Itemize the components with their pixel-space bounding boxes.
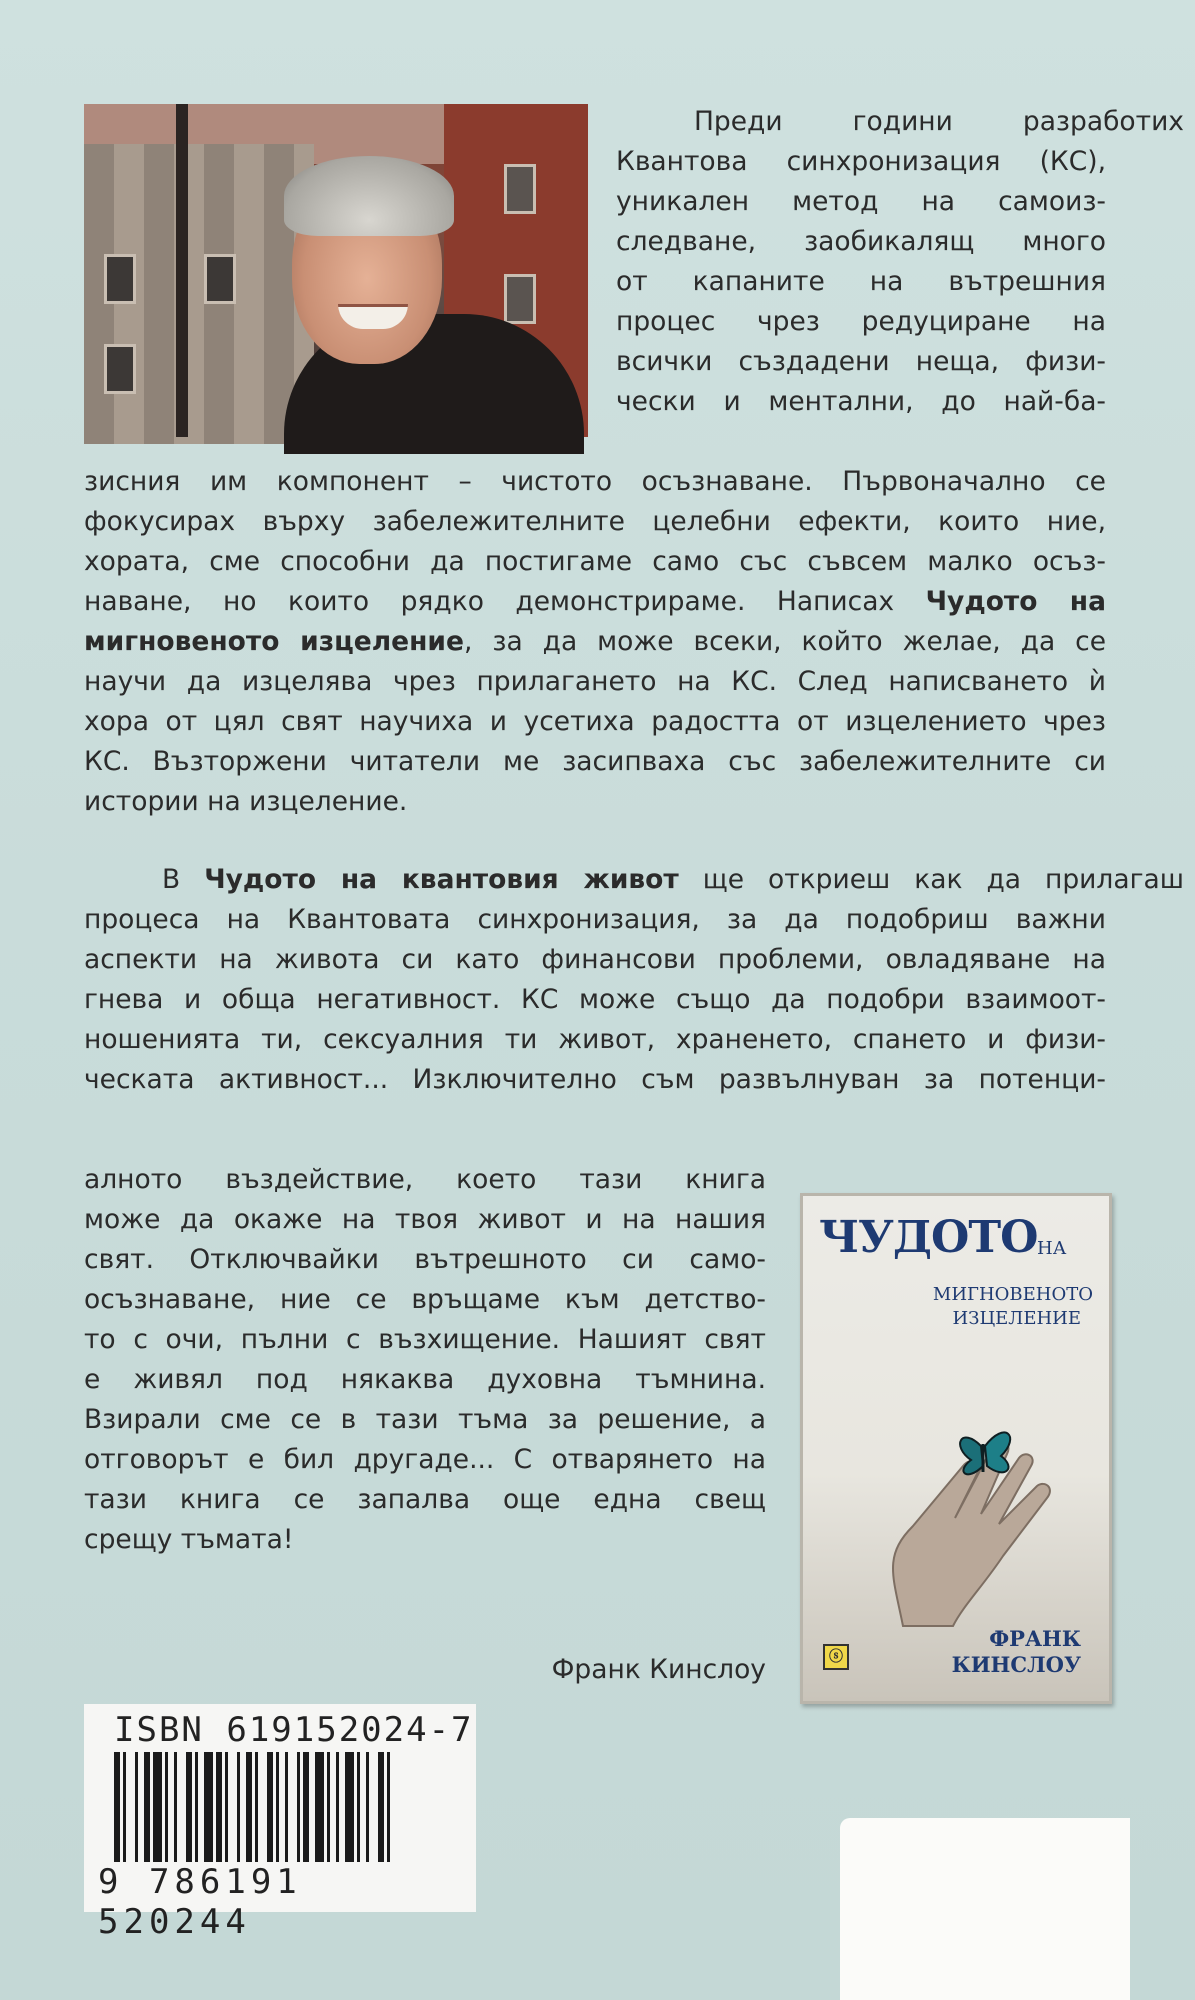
text-line: хората, сме способни да постигаме само със съвсем малко осъз- <box>84 546 1106 577</box>
barcode-bar <box>345 1752 354 1862</box>
minibook-author: ФРАНК <box>989 1626 1081 1651</box>
minibook-title-na: НА <box>1037 1238 1067 1259</box>
text-block-paragraph1 <box>84 462 1106 822</box>
text-line: всички създадени неща, физи- <box>616 346 1106 377</box>
isbn-barcode <box>84 1704 476 1942</box>
barcode-bar <box>246 1752 252 1862</box>
text-line: гнева и обща негативност. КС може също да подобри взаимоот- <box>84 984 1106 1015</box>
barcode-bar <box>114 1752 120 1862</box>
text-line: чески и ментални, до най-ба- <box>616 386 1106 417</box>
barcode-bar <box>315 1752 324 1862</box>
barcode-bar <box>123 1752 126 1862</box>
text-line: отговорът е бил другаде... С отварянето на <box>84 1444 766 1475</box>
barcode-bar <box>204 1752 213 1862</box>
text-line: ческата активност... Изключително съм развълнуван за потенци- <box>84 1064 1106 1095</box>
text-line: истории на изцеление. <box>84 786 408 817</box>
minibook-subtitle: ИЗЦЕЛЕНИЕ <box>952 1308 1081 1329</box>
text-line: Квантова синхронизация (КС), <box>616 146 1106 177</box>
barcode-bar <box>195 1752 198 1862</box>
barcode-bar <box>174 1752 177 1862</box>
text-line: свят. Отключвайки вътрешното си само- <box>84 1244 766 1275</box>
text-line: зисния им компонент – чистото осъзнаване. Първоначално се <box>84 466 1106 497</box>
text-line: процес чрез редуциране на <box>616 306 1106 337</box>
text-line: уникален метод на самоиз- <box>616 186 1106 217</box>
barcode-bars <box>114 1752 454 1862</box>
book-title-bold: Чудото на <box>925 586 1106 617</box>
barcode-bar <box>387 1752 390 1862</box>
barcode-bar <box>303 1752 309 1862</box>
text-line: фокусирах върху забележителните целебни ефекти, които ние, <box>84 506 1106 537</box>
barcode-bar <box>255 1752 258 1862</box>
text-line: Преди години разработих <box>694 106 1184 137</box>
barcode-bar <box>357 1752 360 1862</box>
text-line: осъзнаване, ние се връщаме към детство- <box>84 1284 766 1315</box>
barcode-bar <box>153 1752 162 1862</box>
text-line: следване, заобикалящ много <box>616 226 1106 257</box>
barcode-bar <box>297 1752 300 1862</box>
barcode-bar <box>327 1752 330 1862</box>
text-line: аспекти на живота си като финансови проблеми, овладяване на <box>84 944 1106 975</box>
barcode-bar <box>165 1752 168 1862</box>
barcode-bar <box>378 1752 384 1862</box>
barcode-bar <box>285 1752 288 1862</box>
ean-number: 9 786191 520244 <box>98 1862 302 1942</box>
barcode-bar <box>216 1752 222 1862</box>
minibook-title: ЧУДОТО <box>819 1212 1038 1263</box>
barcode-bar <box>186 1752 192 1862</box>
price-sticker <box>840 1818 1130 2000</box>
text-line: Взирали сме се в тази тъма за решение, а <box>84 1404 766 1435</box>
text-line: може да окаже на твоя живот и на нашия <box>84 1204 766 1235</box>
author-signature: Франк Кинслоу <box>551 1654 766 1685</box>
barcode-bar <box>225 1752 228 1862</box>
text-block-paragraph2 <box>84 860 1184 1100</box>
barcode-bar <box>237 1752 240 1862</box>
previous-book-cover <box>800 1193 1112 1704</box>
text-block-paragraph3 <box>84 1160 766 1560</box>
text-line: тази книга се запалва още една свещ <box>84 1484 766 1515</box>
text-line: КС. Възторжени читатели ме засипваха със забележителните си <box>84 746 1106 777</box>
barcode-bar <box>267 1752 273 1862</box>
barcode-bar <box>135 1752 138 1862</box>
text-line: научи да изцелява чрез прилагането на КС. След написването ѝ <box>84 666 1106 697</box>
text-line: В Чудото на квантовия живот ще откриеш как да прилагаш <box>162 864 1184 895</box>
text-line: хора от цял свят научиха и усетиха радостта от изцелението чрез <box>84 706 1106 737</box>
text-line: от капаните на вътрешния <box>616 266 1106 297</box>
barcode-bar <box>144 1752 150 1862</box>
book-title-bold: Чудото на квантовия живот <box>204 864 679 895</box>
barcode-bar <box>366 1752 369 1862</box>
book-title-bold: мигновеното изцеление <box>84 626 464 657</box>
text-line: процеса на Квантовата синхронизация, за да подобриш важни <box>84 904 1106 935</box>
text-block-intro <box>616 102 1184 422</box>
text-line: срещу тъмата! <box>84 1524 294 1555</box>
minibook-subtitle: МИГНОВЕНОТО <box>932 1284 1093 1305</box>
text-line: наване, но които рядко демонстрираме. Написах Чудото на <box>84 586 1106 617</box>
text-line: алното въздействие, което тази книга <box>84 1164 766 1195</box>
publisher-logo-icon: ⓢ <box>823 1644 849 1670</box>
barcode-bar <box>336 1752 339 1862</box>
author-photo <box>84 104 588 437</box>
text-line: то с очи, пълни с възхищение. Нашият свят <box>84 1324 766 1355</box>
minibook-author: КИНСЛОУ <box>951 1652 1081 1677</box>
hand-butterfly-illustration <box>843 1406 1073 1626</box>
text-line: ношенията ти, сексуалния ти живот, храненето, спането и физи- <box>84 1024 1106 1055</box>
barcode-bar <box>276 1752 279 1862</box>
isbn-number: ISBN 619152024-7 <box>114 1710 474 1750</box>
text-line: е живял под някаква духовна тъмнина. <box>84 1364 766 1395</box>
text-line: мигновеното изцеление, за да може всеки, който желае, да се <box>84 626 1107 657</box>
